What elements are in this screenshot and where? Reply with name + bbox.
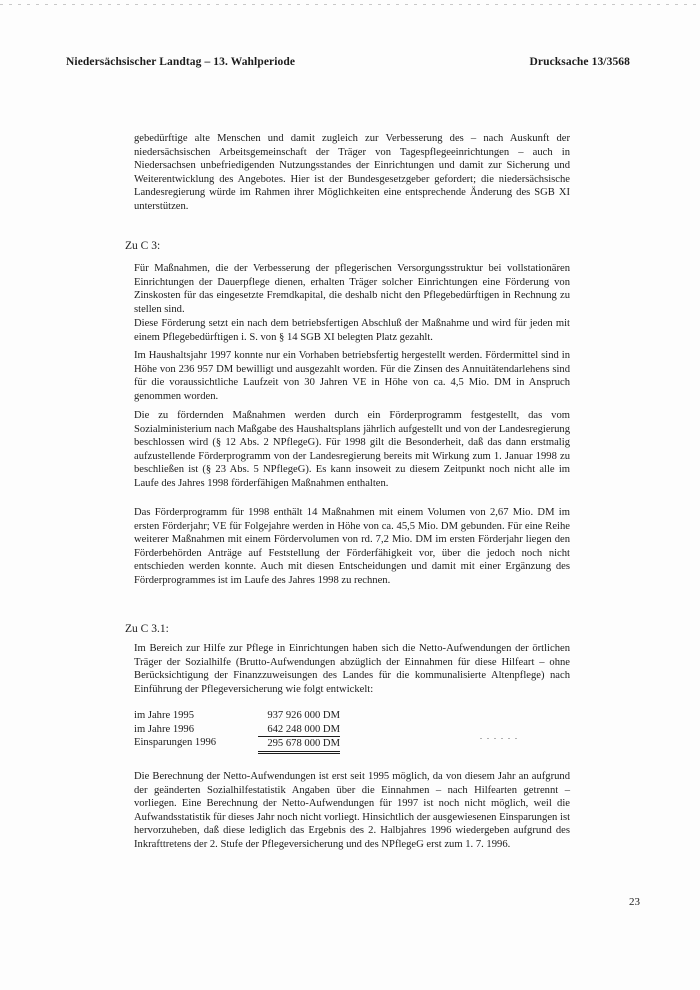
table-label: im Jahre 1996: [134, 723, 195, 735]
table-row-total: [134, 736, 340, 754]
header-title: Niedersächsischer Landtag – 13. Wahlperiode: [66, 56, 296, 68]
expenditure-table: [134, 709, 340, 754]
paragraph-c3-2: Diese Förderung setzt ein nach dem betriebsfertigen Abschluß der Maßnahme und wird für jeden mit einem Pflegebedürftigen i. S. von § 14 SGB XI belegten Platz gezahlt.: [134, 318, 570, 343]
table-row: [134, 723, 340, 737]
table-value: 642 248 000 DM: [267, 723, 340, 735]
paragraph-c3-5: Das Förderprogramm für 1998 enthält 14 Maßnahmen mit einem Volumen von 2,67 Mio. DM im ersten Förderjahr; VE für Folgejahre werden in Höhe von ca. 45,5 Mio. DM gebunden. Für eine Reihe weiterer Maßnahmen mit einem Fördervolumen von rd. 7,2 Mio. DM im ersten Förderjahr liegen den Förderbehörden Anträge auf Feststellung der Förderfähigkeit vor, über die jedoch noch nicht entschieden werden konnte. Auch mit diesen Entscheidungen und damit mit einer Ergänzung des Förderprogrammes ist im Laufe des Jahres 1998 zu rechnen.: [134, 507, 570, 586]
paragraph-c3-4: Die zu fördernden Maßnahmen werden durch ein Förderprogramm festgestellt, das vom Sozialministerium nach Maßgabe des Haushaltsplans jährlich aufgestellt und von der Landesregierung beschlossen wird (§ 12 Abs. 2 NPflegeG). Für 1998 gilt die Besonderheit, daß das dann erstmalig aufzustellende Förderprogramm von der Landesregierung bereits mit Wirkung zum 1. Januar 1998 zu beschließen ist (§ 23 Abs. 5 NPflegeG). Es kann insoweit zu diesem Zeitpunkt noch nicht alle im Laufe des Jahres 1998 förderfähigen Maßnahmen enthalten.: [134, 410, 570, 489]
paragraph-c31-2: Die Berechnung der Netto-Aufwendungen ist erst seit 1995 möglich, da von diesem Jahr an aufgrund der geänderten Sozialhilfestatistik Angaben über die Einnahmen – nach Hilfearten getrennt – vorliegen. Eine Berechnung der Netto-Aufwendungen für 1997 ist noch nicht möglich, weil die Aufwandsstatistik für dieses Jahr noch nicht vorliegt. Hinsichtlich der ausgewiesenen Einsparungen ist hervorzuheben, daß diese lediglich das Ergebnis des 2. Halbjahres 1996 wiedergeben aufgrund des Inkrafttretens der 2. Stufe der Pflegeversicherung und des NPflegeG erst zum 1. 7. 1996.: [134, 771, 571, 850]
table-label: im Jahre 1995: [134, 710, 195, 721]
header-doc-number: Drucksache 13/3568: [529, 56, 630, 68]
paragraph-c3-1: Für Maßnahmen, die der Verbesserung der pflegerischen Versorgungsstruktur bei vollstationären Einrichtungen der Dauerpflege dienen, erhalten Träger solcher Einrichtungen eine Förderung von Zinskosten für das eingesetzte Fremdkapital, die deshalb nicht den Pflegebedürftigen in Rechnung zu stellen sind.: [134, 263, 570, 315]
paragraph-c31-1: Im Bereich zur Hilfe zur Pflege in Einrichtungen haben sich die Netto-Aufwendungen der örtlichen Träger der Sozialhilfe (Brutto-Aufwendungen abzüglich der Einnahmen für diese Hilfeart – ohne Berücksichtigung der Finanzzuweisungen des Landes für die kommunalisierte Altenpflege) nach Einführung der Pflegeversicherung wie folgt entwickelt:: [134, 643, 570, 695]
section-heading-c3-1: Zu C 3.1:: [125, 623, 169, 635]
scan-edge-line: [0, 4, 700, 5]
table-row: [134, 709, 340, 723]
paragraph-intro: gebedürftige alte Menschen und damit zugleich zur Verbesserung des – nach Auskunft der niedersächsischen Arbeitsgemeinschaft der Träger von Tagespflegeeinrichtungen – auch in Niedersachsen unbefriedigenden Nutzungsstandes der Einrichtungen und damit zur Sicherung und Weiterentwicklung des Angebotes. Hier ist der Bundesgesetzgeber gefordert; die niedersächsische Landesregierung würde im Rahmen ihrer Möglichkeiten eine entsprechende Änderung des SGB XI unterstützen.: [134, 133, 570, 212]
table-label: Einsparungen 1996: [134, 737, 217, 749]
section-heading-c3: Zu C 3:: [125, 240, 161, 252]
table-value: 295 678 000 DM: [258, 736, 340, 754]
paragraph-c3-3: Im Haushaltsjahr 1997 konnte nur ein Vorhaben betriebsfertig hergestellt werden. Fördermittel sind in Höhe von 236 957 DM bewilligt und ausgezahlt worden. Für die Zinsen des Annuitätendarlehens sind für die voraussichtliche Laufzeit von 30 Jahren VE in Höhe von ca. 4,5 Mio. DM in Anspruch genommen worden.: [134, 350, 570, 402]
table-value: 937 926 000 DM: [267, 710, 340, 721]
scan-dots: [480, 738, 520, 739]
page-number: 23: [629, 896, 640, 908]
